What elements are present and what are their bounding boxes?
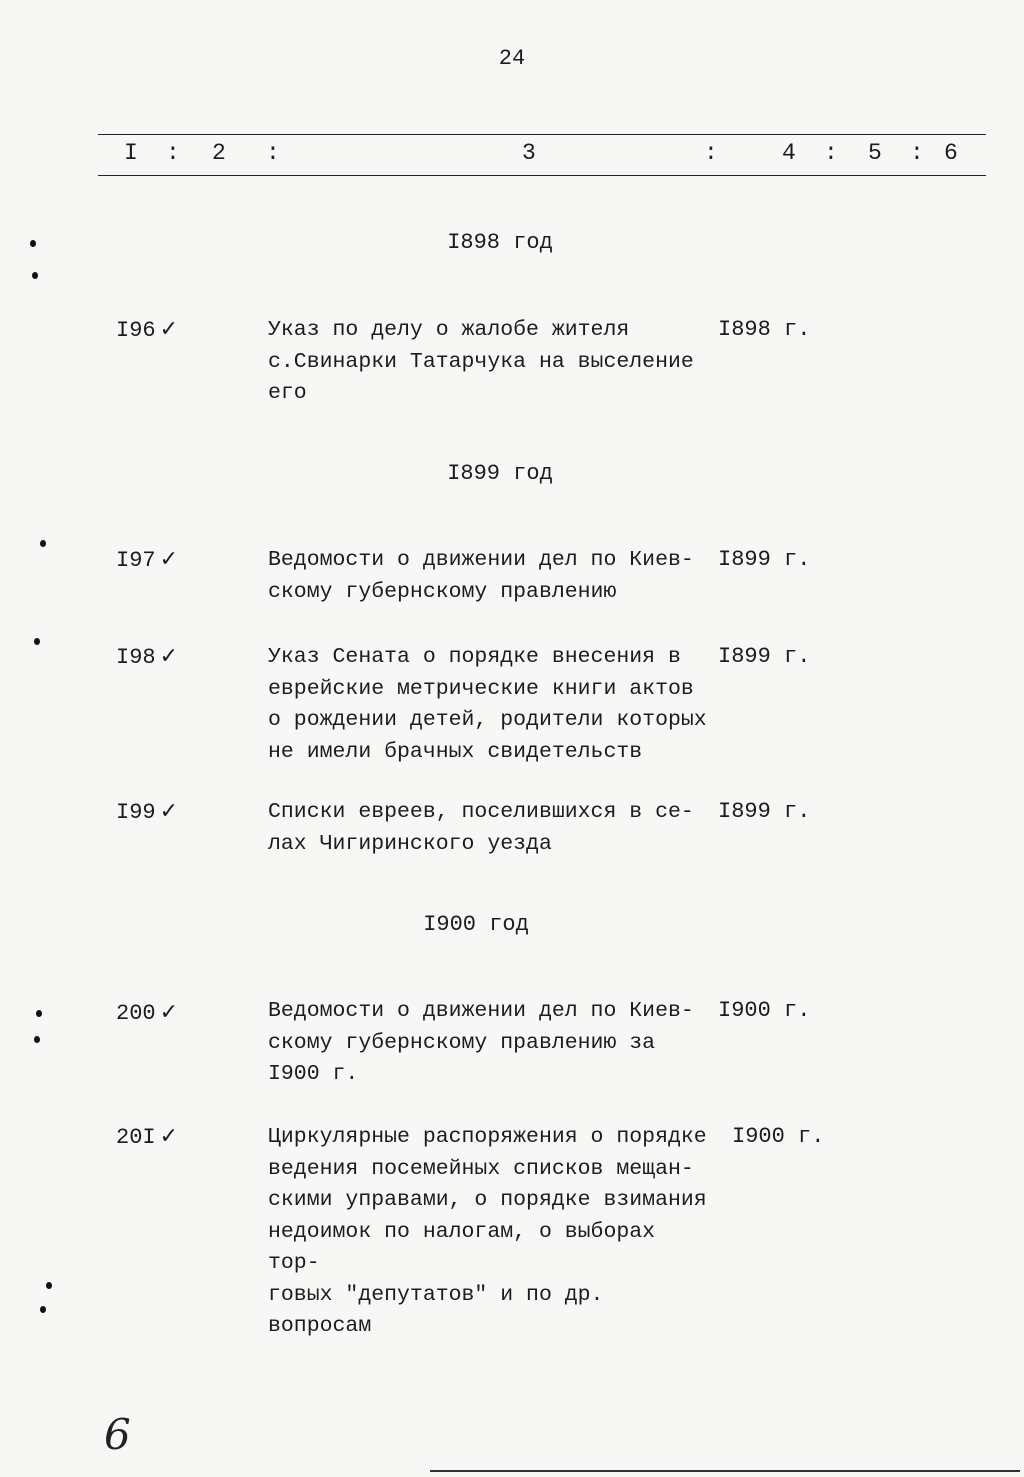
check-mark-icon: ✓: [159, 547, 179, 572]
column-header-1: I: [124, 140, 138, 166]
year-heading: I898 год: [447, 230, 553, 255]
punch-mark: [32, 272, 38, 279]
entry-description: Указ по делу о жалобе жителя с.Свинарки Татарчука на выселение его: [268, 318, 694, 405]
column-separator: :: [266, 140, 280, 166]
column-header-2: 2: [212, 140, 226, 166]
column-separator: :: [910, 140, 924, 166]
entry-number: I97 ✓: [116, 547, 179, 573]
check-mark-icon: ✓: [159, 1000, 179, 1025]
column-separator: :: [704, 140, 718, 166]
entry-date: I900 г.: [732, 1124, 825, 1149]
check-mark-icon: ✓: [159, 1124, 179, 1149]
column-separator: :: [824, 140, 838, 166]
column-header-3: 3: [522, 140, 536, 166]
header-rule-bottom: [98, 175, 986, 176]
punch-mark: [40, 1306, 46, 1313]
header-rule-top: [98, 134, 986, 135]
punch-mark: [30, 240, 36, 247]
entry-number: 20I ✓: [116, 1124, 179, 1150]
year-heading: I900 год: [423, 912, 529, 937]
punch-mark: [36, 1010, 42, 1017]
entry-date: I899 г.: [718, 799, 811, 824]
year-heading: I899 год: [447, 461, 553, 486]
punch-mark: [34, 638, 40, 645]
entry-description: Циркулярные распоряжения о порядке ведения посемейных списков мещан- скими управами, о порядке взимания недоимок по налогам, о выборах тор- говых "депутатов" и по др. вопросам: [268, 1125, 707, 1338]
column-separator: :: [166, 140, 180, 166]
entry-description: Ведомости о движении дел по Киев- скому губернскому правлению за I900 г.: [268, 999, 694, 1086]
check-mark-icon: ✓: [159, 799, 179, 824]
punch-mark: [40, 540, 46, 547]
entry-number: I99 ✓: [116, 799, 179, 825]
punch-mark: [34, 1036, 40, 1043]
handwritten-mark: 6: [104, 1410, 131, 1459]
entry-description: Списки евреев, поселившихся в се- лах Чигиринского уезда: [268, 800, 694, 856]
check-mark-icon: ✓: [159, 644, 179, 669]
entry-date: I899 г.: [718, 547, 811, 572]
column-header-6: 6: [944, 140, 958, 166]
entry-number: 200 ✓: [116, 1000, 179, 1026]
entry-number: I96 ✓: [116, 317, 179, 343]
page-number: 24: [498, 46, 526, 71]
column-header-4: 4: [782, 140, 796, 166]
punch-mark: [46, 1282, 52, 1289]
check-mark-icon: ✓: [159, 317, 179, 342]
entry-description: Указ Сената о порядке внесения в еврейские метрические книги актов о рождении детей, родители которых не имели брачных свидетельств: [268, 645, 707, 764]
entry-number: I98 ✓: [116, 644, 179, 670]
entry-date: I900 г.: [718, 998, 811, 1023]
entry-description: Ведомости о движении дел по Киев- скому губернскому правлению: [268, 548, 694, 604]
column-header-5: 5: [868, 140, 882, 166]
entry-date: I898 г.: [718, 317, 811, 342]
entry-date: I899 г.: [718, 644, 811, 669]
page-edge-line: [430, 1470, 1020, 1472]
